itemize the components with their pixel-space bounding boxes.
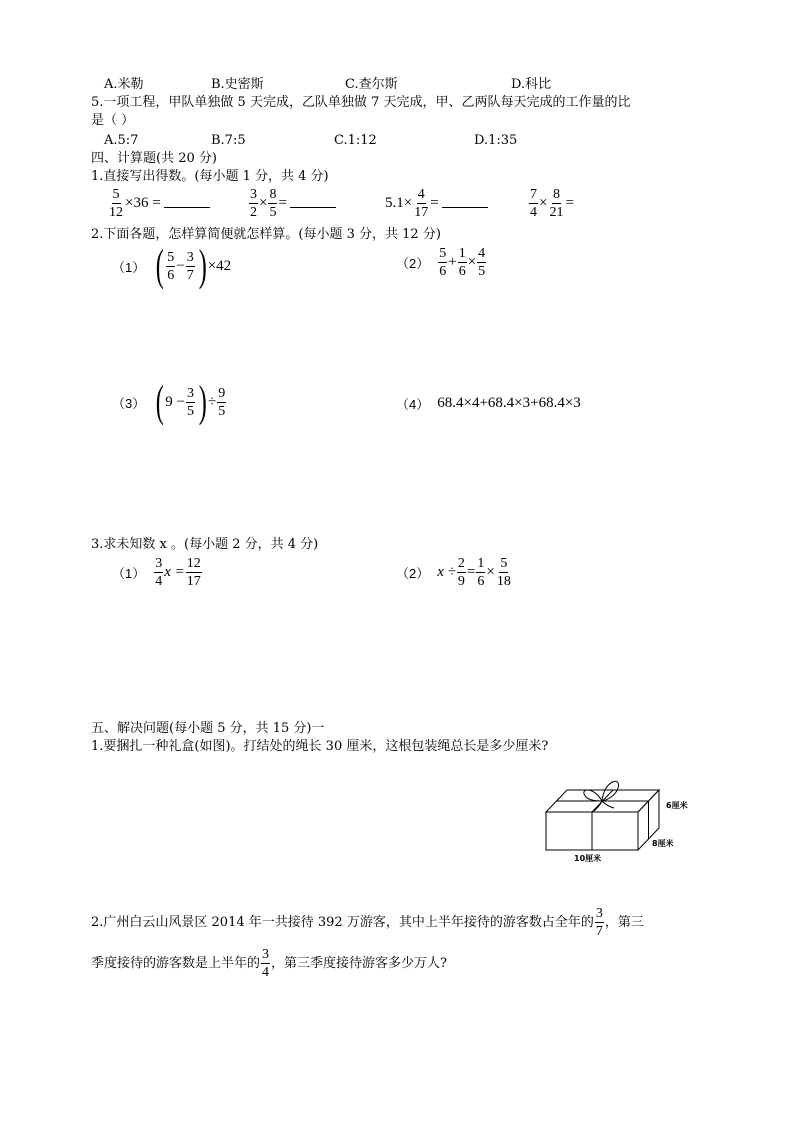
gift-box-figure — [540, 770, 700, 866]
option-d: D.科比 — [511, 77, 552, 92]
option-c: C.查尔斯 — [345, 77, 398, 92]
simplify-4: （4） 68.4×4+68.4×3+68.4×3 — [396, 395, 581, 412]
simplify-3: （3） ( 9 − $\frac{3}{5}$ ) ÷ $\frac{9}{5}$ — [112, 377, 226, 426]
section-5-title: 五、解决问题(每小题 5 分，共 15 分)一 — [91, 721, 325, 736]
q5-option-a: A.5:7 — [104, 133, 139, 148]
height-label: 6厘米 — [666, 801, 688, 810]
answer-blank-3[interactable] — [442, 199, 488, 208]
bow-left-loop — [584, 790, 602, 801]
problem-1: 1.要捆扎一种礼盒(如图)。打结处的绳长 30 厘米，这根包装绳总长是多少厘米? — [91, 739, 549, 754]
q5-option-d: D.1:35 — [474, 133, 518, 148]
option-b: B.史密斯 — [211, 77, 264, 92]
problem-2-line2: 季度接待的游客数是上半年的 $\frac{3}{4}$ ，第三季度接待游客多少万人? — [91, 947, 447, 980]
simplify-2: （2） $\frac{5}{6}$ + $\frac{1}{6}$ × $\frac{4}{5}$ — [396, 246, 486, 279]
part-1-title: 1.直接写出得数。(每小题 1 分，共 4 分) — [91, 169, 329, 184]
simplify-1: （1） ( $\frac{5}{6}$ − $\frac{3}{7}$ ) ×42 — [112, 241, 232, 290]
section-4-title: 四、计算题(共 20 分) — [91, 151, 217, 166]
direct-calc-2: $\frac{3}{2}$ × $\frac{8}{5}$ = — [248, 187, 336, 220]
solve-1: （1） $\frac{3}{4}$ x = $\frac{12}{17}$ — [112, 556, 201, 589]
q5-option-c: C.1:12 — [334, 133, 377, 148]
direct-calc-3: 5.1× $\frac{4}{17}$ = — [385, 187, 488, 220]
answer-blank-2[interactable] — [290, 199, 336, 208]
bow-right-loop — [602, 781, 619, 801]
part-2-title: 2.下面各题，怎样算简便就怎样算。(每小题 3 分，共 12 分) — [91, 227, 441, 242]
problem-2-line1: 2.广州白云山风景区 2014 年一共接待 392 万游客，其中上半年接待的游客数占全年的 $\frac{3}{7}$ ，第三 — [91, 906, 644, 939]
bow-tail-right — [602, 801, 614, 808]
direct-calc-4: $\frac{7}{4}$ × $\frac{8}{21}$ = — [530, 187, 574, 220]
width-label: 8厘米 — [652, 839, 674, 848]
option-a: A.米勒 — [104, 77, 144, 92]
answer-blank-1[interactable] — [164, 199, 210, 208]
length-label: 10厘米 — [574, 854, 602, 863]
part-3-title: 3.求未知数 x 。(每小题 2 分，共 4 分) — [91, 537, 319, 552]
solve-2: （2） x ÷ $\frac{2}{9}$ = $\frac{1}{6}$ × $\frac{5}{18}$ — [396, 556, 511, 589]
question-5-line2: 是（ ） — [91, 113, 135, 128]
question-5-line1: 5.一项工程，甲队单独做 5 天完成，乙队单独做 7 天完成，甲、乙两队每天完成的工作量的比 — [91, 95, 631, 110]
direct-calc-1: $\frac{5}{12}$ ×36 = — [107, 187, 210, 220]
q5-option-b: B.7:5 — [211, 133, 246, 148]
